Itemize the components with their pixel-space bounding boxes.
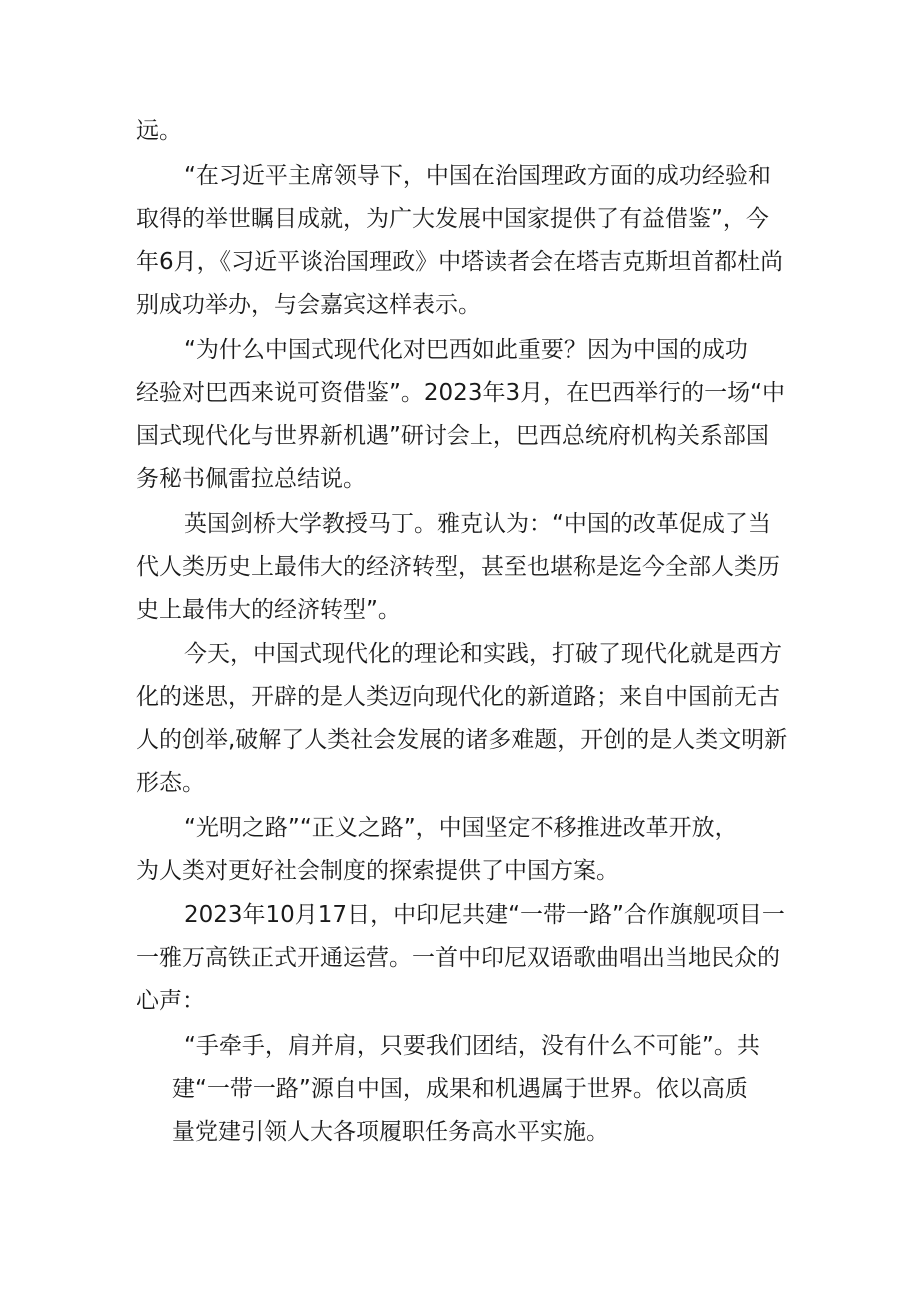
text-line: 人的创举,破解了人类社会发展的诸多难题，开创的是人类文明新 xyxy=(136,727,788,753)
text-line: 化的迷思，开辟的是人类迈向现代化的新道路；来自中国前无古 xyxy=(136,684,780,710)
text-line: 今天，中国式现代化的理论和实践，打破了现代化就是西方 xyxy=(184,641,782,667)
text-line: 2023年10月17日，中印尼共建“一带一路”合作旗舰项目一 xyxy=(184,902,785,928)
text-line: “光明之路”“正义之路”，中国坚定不移推进改革开放， xyxy=(184,815,738,841)
text-line: “为什么中国式现代化对巴西如此重要？因为中国的成功 xyxy=(184,337,748,363)
text-line: 取得的举世瞩目成就，为广大发展中国家提供了有益借鉴”，今 xyxy=(136,206,769,232)
text-line: 形态。 xyxy=(136,770,205,796)
text-line: 心声： xyxy=(136,988,205,1014)
text-line: 务秘书佩雷拉总结说。 xyxy=(136,466,366,492)
text-line: 年6月，《习近平谈治国理政》中塔读者会在塔吉克斯坦首都杜尚 xyxy=(136,249,784,275)
text-line: 量党建引领人大各项履职任务高水平实施。 xyxy=(172,1119,609,1145)
text-line: 英国剑桥大学教授马丁。雅克认为：“中国的改革促成了当 xyxy=(184,511,771,537)
text-line: 国式现代化与世界新机遇”研讨会上，巴西总统府机构关系部国 xyxy=(136,423,769,449)
text-line: 史上最伟大的经济转型”。 xyxy=(136,597,401,623)
text-line: 一雅万高铁正式开通运营。一首中印尼双语歌曲唱出当地民众的 xyxy=(136,945,780,971)
text-line: “在习近平主席领导下，中国在治国理政方面的成功经验和 xyxy=(184,163,771,189)
text-line: 经验对巴西来说可资借鉴”。2023年3月，在巴西举行的一场“中 xyxy=(136,380,785,406)
text-line: 代人类历史上最伟大的经济转型，甚至也堪称是迄今全部人类历 xyxy=(136,554,780,580)
text-line: 别成功举办，与会嘉宾这样表示。 xyxy=(136,292,481,318)
text-line: 建“一带一路”源自中国，成果和机遇属于世界。依以高质 xyxy=(172,1076,748,1102)
text-line: 为人类对更好社会制度的探索提供了中国方案。 xyxy=(136,858,619,884)
text-line: “手牵手，肩并肩，只要我们团结，没有什么不可能”。共 xyxy=(184,1033,760,1059)
text-line: 远。 xyxy=(136,118,182,144)
